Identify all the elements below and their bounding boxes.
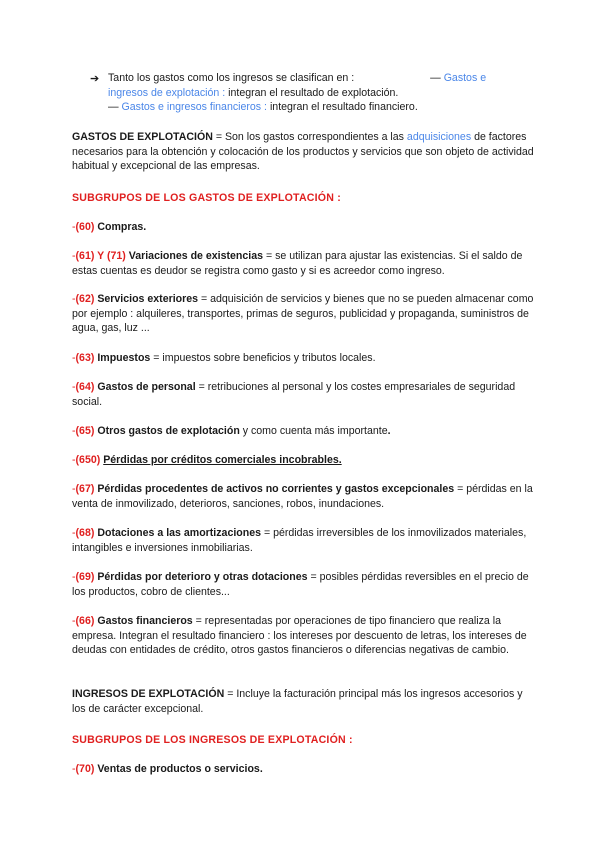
item-65: -(65) Otros gastos de explotación y como cuenta más importante.: [72, 425, 391, 437]
item-70: -(70) Ventas de productos o servicios.: [72, 763, 263, 775]
intro-bullet: Tanto los gastos como los ingresos se clasifican en : — Gastos e ingresos de explotación : integran el resultado de explotación. — Gastos e ingresos financieros : integran el resultado financiero.: [108, 72, 487, 114]
item-69: -(69) Pérdidas por deterioro y otras dotaciones = posibles pérdidas reversibles en el precio de los productos, cobro de clientes...: [72, 571, 529, 598]
item-62: -(62) Servicios exteriores = adquisición de servicios y bienes que no se pueden almacenar como por ejemplo : alquileres, transportes, primas de seguros, publicidad y propaganda, suministros de agua, gas, luz ...: [72, 293, 534, 335]
item-64: -(64) Gastos de personal = retribuciones al personal y los costes empresariales de seguridad social.: [72, 381, 516, 408]
subgrupos-ingresos-heading: SUBGRUPOS DE LOS INGRESOS DE EXPLOTACIÓN :: [72, 734, 353, 746]
item-67: -(67) Pérdidas procedentes de activos no corrientes y gastos excepcionales = pérdidas en la venta de inmovilizado, deterioros, sanciones, robos, inundaciones.: [72, 483, 533, 510]
item-650: -(650) Pérdidas por créditos comerciales incobrables.: [72, 454, 342, 466]
item-63: -(63) Impuestos = impuestos sobre beneficios y tributos locales.: [72, 352, 376, 364]
subgrupos-gastos-heading: SUBGRUPOS DE LOS GASTOS DE EXPLOTACIÓN :: [72, 192, 341, 204]
item-61-71: -(61) Y (71) Variaciones de existencias = se utilizan para ajustar las existencias. Si el saldo de estas cuentas es deudor se registra como gasto y si es acreedor como ingreso.: [72, 250, 523, 277]
item-60: -(60) Compras.: [72, 221, 147, 233]
gastos-explotacion-paragraph: GASTOS DE EXPLOTACIÓN = Son los gastos correspondientes a las adquisiciones de factores necesarios para la obtención y colocación de los productos y servicios que son objeto de actividad habitual y excepcional de las empresas.: [72, 131, 534, 173]
ingresos-explotacion-paragraph: INGRESOS DE EXPLOTACIÓN = Incluye la facturación principal más los ingresos accesorios y los de carácter excepcional.: [72, 688, 523, 715]
item-66: -(66) Gastos financieros = representadas por operaciones de tipo financiero que realiza la empresa. Integran el resultado financiero : los intereses por descuento de letras, los intereses de deudas con entidades de crédito, otros gastos financieros o diferencias negativas de cambio.: [72, 615, 527, 657]
arrow-bullet-icon: ➔: [90, 73, 100, 85]
item-68: -(68) Dotaciones a las amortizaciones = pérdidas irreversibles de los inmovilizados materiales, intangibles e inversiones inmobiliarias.: [72, 527, 527, 554]
